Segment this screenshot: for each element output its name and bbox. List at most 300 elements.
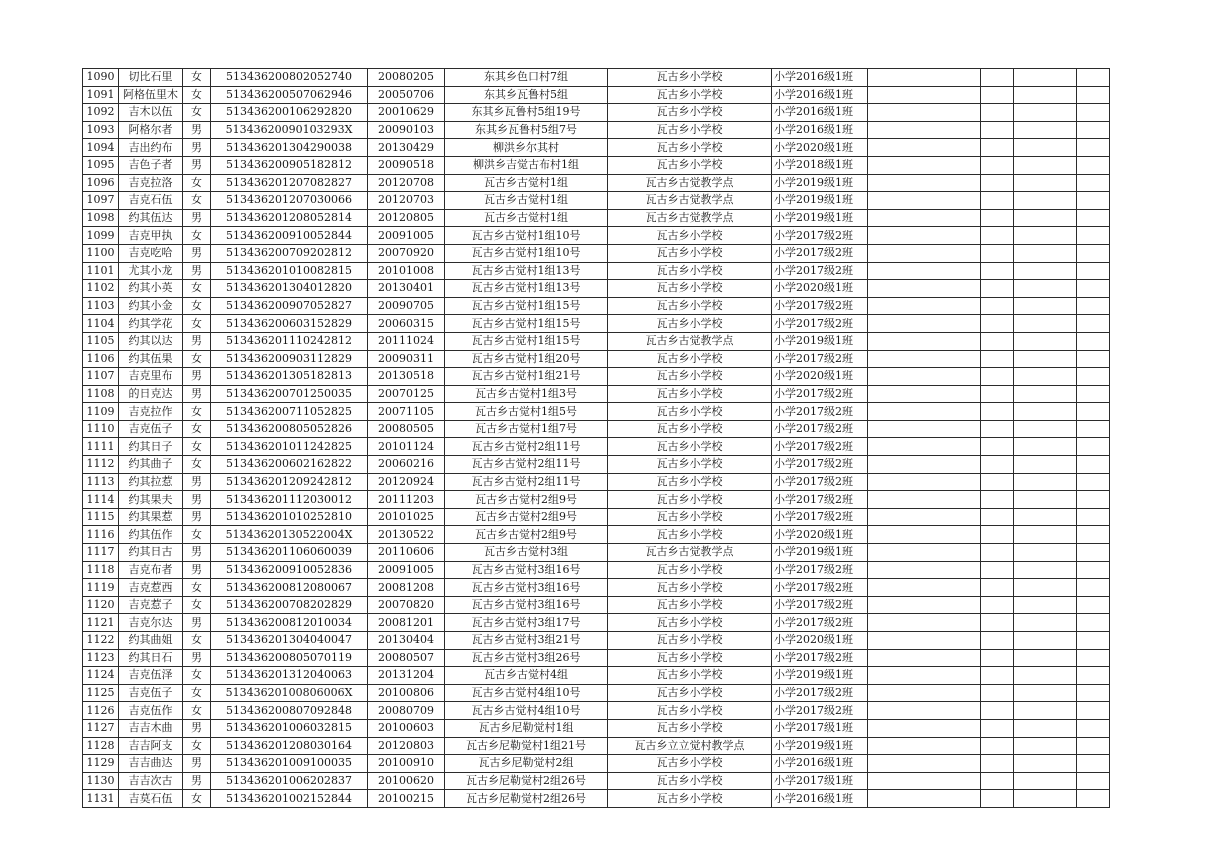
- id-number-cell: 513436200910052836: [211, 561, 368, 579]
- id-number-cell: 51343620100806006X: [211, 684, 368, 702]
- school-cell: 瓦古乡小学校: [608, 579, 772, 597]
- empty-cell: [981, 719, 1014, 737]
- empty-cell: [981, 438, 1014, 456]
- id-number-cell: 513436200711052825: [211, 403, 368, 421]
- student-name-cell: 约其日古: [119, 544, 183, 562]
- address-cell: 瓦古乡古觉村3组17号: [445, 614, 608, 632]
- row-number-cell: 1118: [83, 561, 119, 579]
- school-cell: 瓦古乡小学校: [608, 667, 772, 685]
- table-row: [83, 614, 1110, 632]
- empty-cell: [1014, 702, 1077, 720]
- student-name-cell: 约其学花: [119, 315, 183, 333]
- school-cell: 瓦古乡小学校: [608, 526, 772, 544]
- school-cell: 瓦古乡小学校: [608, 368, 772, 386]
- birth-date-cell: 20130518: [368, 368, 445, 386]
- row-number-cell: 1099: [83, 227, 119, 245]
- birth-date-cell: 20101008: [368, 262, 445, 280]
- table-row: [83, 719, 1110, 737]
- empty-cell: [1077, 192, 1110, 210]
- table-row: [83, 69, 1110, 87]
- student-name-cell: 约其伍作: [119, 526, 183, 544]
- gender-cell: 男: [183, 139, 211, 157]
- gender-cell: 女: [183, 297, 211, 315]
- birth-date-cell: 20091005: [368, 227, 445, 245]
- student-name-cell: 约其伍果: [119, 350, 183, 368]
- table-row: [83, 121, 1110, 139]
- school-cell: 瓦古乡小学校: [608, 121, 772, 139]
- student-name-cell: 吉出约布: [119, 139, 183, 157]
- row-number-cell: 1110: [83, 420, 119, 438]
- birth-date-cell: 20080505: [368, 420, 445, 438]
- id-number-cell: 513436200603152829: [211, 315, 368, 333]
- address-cell: 柳洪乡吉觉古布村1组: [445, 156, 608, 174]
- table-row: [83, 456, 1110, 474]
- empty-cell: [1014, 121, 1077, 139]
- gender-cell: 男: [183, 719, 211, 737]
- id-number-cell: 513436201304012820: [211, 280, 368, 298]
- empty-cell: [1014, 420, 1077, 438]
- class-cell: 小学2017级2班: [772, 473, 868, 491]
- id-number-cell: 513436201207030066: [211, 192, 368, 210]
- address-cell: 瓦古乡古觉村2组11号: [445, 456, 608, 474]
- empty-cell: [1014, 385, 1077, 403]
- class-cell: 小学2017级1班: [772, 772, 868, 790]
- empty-cell: [1014, 174, 1077, 192]
- table-row: [83, 174, 1110, 192]
- empty-cell: [981, 86, 1014, 104]
- table-row: [83, 368, 1110, 386]
- id-number-cell: 513436201002152844: [211, 790, 368, 808]
- empty-cell: [1077, 332, 1110, 350]
- address-cell: 瓦古乡古觉村1组7号: [445, 420, 608, 438]
- id-number-cell: 513436200709202812: [211, 244, 368, 262]
- birth-date-cell: 20080507: [368, 649, 445, 667]
- birth-date-cell: 20100910: [368, 755, 445, 773]
- class-cell: 小学2019级1班: [772, 192, 868, 210]
- school-cell: 瓦古乡小学校: [608, 456, 772, 474]
- class-cell: 小学2017级2班: [772, 315, 868, 333]
- row-number-cell: 1116: [83, 526, 119, 544]
- id-number-cell: 513436200907052827: [211, 297, 368, 315]
- empty-cell: [981, 69, 1014, 87]
- address-cell: 瓦古乡古觉村2组11号: [445, 438, 608, 456]
- gender-cell: 女: [183, 227, 211, 245]
- empty-cell: [981, 737, 1014, 755]
- empty-cell: [868, 702, 981, 720]
- student-name-cell: 吉克伍子: [119, 684, 183, 702]
- gender-cell: 女: [183, 315, 211, 333]
- table-row: [83, 561, 1110, 579]
- class-cell: 小学2019级1班: [772, 737, 868, 755]
- id-number-cell: 513436200910052844: [211, 227, 368, 245]
- school-cell: 瓦古乡小学校: [608, 772, 772, 790]
- table-row: [83, 227, 1110, 245]
- address-cell: 瓦古乡古觉村4组: [445, 667, 608, 685]
- address-cell: 柳洪乡尔其村: [445, 139, 608, 157]
- birth-date-cell: 20060315: [368, 315, 445, 333]
- table-row: [83, 772, 1110, 790]
- table-row: [83, 139, 1110, 157]
- table-row: [83, 544, 1110, 562]
- school-cell: 瓦古乡小学校: [608, 227, 772, 245]
- empty-cell: [1014, 667, 1077, 685]
- empty-cell: [868, 684, 981, 702]
- row-number-cell: 1119: [83, 579, 119, 597]
- row-number-cell: 1096: [83, 174, 119, 192]
- address-cell: 瓦古乡古觉村1组13号: [445, 262, 608, 280]
- address-cell: 瓦古乡尼勒觉村1组: [445, 719, 608, 737]
- class-cell: 小学2017级2班: [772, 649, 868, 667]
- empty-cell: [981, 244, 1014, 262]
- class-cell: 小学2017级2班: [772, 438, 868, 456]
- empty-cell: [868, 491, 981, 509]
- address-cell: 瓦古乡尼勒觉村1组21号: [445, 737, 608, 755]
- row-number-cell: 1103: [83, 297, 119, 315]
- row-number-cell: 1111: [83, 438, 119, 456]
- school-cell: 瓦古乡小学校: [608, 156, 772, 174]
- table-row: [83, 385, 1110, 403]
- address-cell: 瓦古乡古觉村1组13号: [445, 280, 608, 298]
- empty-cell: [868, 156, 981, 174]
- empty-cell: [981, 508, 1014, 526]
- empty-cell: [1014, 350, 1077, 368]
- empty-cell: [868, 526, 981, 544]
- row-number-cell: 1127: [83, 719, 119, 737]
- empty-cell: [1077, 86, 1110, 104]
- gender-cell: 女: [183, 596, 211, 614]
- birth-date-cell: 20070920: [368, 244, 445, 262]
- school-cell: 瓦古乡小学校: [608, 438, 772, 456]
- address-cell: 瓦古乡古觉村1组15号: [445, 297, 608, 315]
- school-cell: 瓦古乡古觉教学点: [608, 332, 772, 350]
- birth-date-cell: 20080709: [368, 702, 445, 720]
- birth-date-cell: 20120924: [368, 473, 445, 491]
- school-cell: 瓦古乡古觉教学点: [608, 192, 772, 210]
- address-cell: 瓦古乡古觉村1组20号: [445, 350, 608, 368]
- gender-cell: 女: [183, 737, 211, 755]
- empty-cell: [981, 262, 1014, 280]
- student-roster-table: [82, 68, 1110, 808]
- empty-cell: [1077, 561, 1110, 579]
- address-cell: 瓦古乡古觉村4组10号: [445, 702, 608, 720]
- empty-cell: [1077, 403, 1110, 421]
- table-row: [83, 596, 1110, 614]
- row-number-cell: 1095: [83, 156, 119, 174]
- empty-cell: [1014, 192, 1077, 210]
- empty-cell: [1077, 139, 1110, 157]
- class-cell: 小学2017级2班: [772, 244, 868, 262]
- table-row: [83, 420, 1110, 438]
- empty-cell: [1077, 350, 1110, 368]
- student-name-cell: 吉色子者: [119, 156, 183, 174]
- class-cell: 小学2017级2班: [772, 297, 868, 315]
- empty-cell: [1077, 544, 1110, 562]
- birth-date-cell: 20091005: [368, 561, 445, 579]
- student-name-cell: 吉吉阿支: [119, 737, 183, 755]
- empty-cell: [1077, 456, 1110, 474]
- empty-cell: [868, 737, 981, 755]
- school-cell: 瓦古乡小学校: [608, 684, 772, 702]
- student-name-cell: 吉克布者: [119, 561, 183, 579]
- row-number-cell: 1107: [83, 368, 119, 386]
- address-cell: 瓦古乡古觉村1组10号: [445, 227, 608, 245]
- empty-cell: [981, 790, 1014, 808]
- empty-cell: [1077, 491, 1110, 509]
- address-cell: 瓦古乡古觉村2组9号: [445, 526, 608, 544]
- student-name-cell: 吉克拉作: [119, 403, 183, 421]
- address-cell: 瓦古乡古觉村3组21号: [445, 632, 608, 650]
- class-cell: 小学2020级1班: [772, 632, 868, 650]
- school-cell: 瓦古乡小学校: [608, 139, 772, 157]
- empty-cell: [981, 702, 1014, 720]
- school-cell: 瓦古乡古觉教学点: [608, 174, 772, 192]
- empty-cell: [868, 368, 981, 386]
- empty-cell: [981, 649, 1014, 667]
- empty-cell: [1077, 227, 1110, 245]
- empty-cell: [868, 632, 981, 650]
- row-number-cell: 1112: [83, 456, 119, 474]
- empty-cell: [1077, 790, 1110, 808]
- empty-cell: [981, 297, 1014, 315]
- birth-date-cell: 20120803: [368, 737, 445, 755]
- class-cell: 小学2017级2班: [772, 491, 868, 509]
- empty-cell: [1014, 649, 1077, 667]
- table-row: [83, 702, 1110, 720]
- table-row: [83, 403, 1110, 421]
- student-name-cell: 吉莫石伍: [119, 790, 183, 808]
- gender-cell: 男: [183, 244, 211, 262]
- birth-date-cell: 20111203: [368, 491, 445, 509]
- school-cell: 瓦古乡小学校: [608, 280, 772, 298]
- address-cell: 瓦古乡古觉村4组10号: [445, 684, 608, 702]
- id-number-cell: 513436201209242812: [211, 473, 368, 491]
- student-name-cell: 切比石里: [119, 69, 183, 87]
- school-cell: 瓦古乡小学校: [608, 790, 772, 808]
- id-number-cell: 513436201010252810: [211, 508, 368, 526]
- empty-cell: [981, 121, 1014, 139]
- empty-cell: [1077, 420, 1110, 438]
- id-number-cell: 513436201112030012: [211, 491, 368, 509]
- birth-date-cell: 20101025: [368, 508, 445, 526]
- student-name-cell: 尤其小龙: [119, 262, 183, 280]
- empty-cell: [981, 473, 1014, 491]
- empty-cell: [868, 227, 981, 245]
- empty-cell: [1077, 385, 1110, 403]
- empty-cell: [1014, 368, 1077, 386]
- id-number-cell: 51343620090103293X: [211, 121, 368, 139]
- row-number-cell: 1101: [83, 262, 119, 280]
- id-number-cell: 513436200106292820: [211, 104, 368, 122]
- school-cell: 瓦古乡小学校: [608, 596, 772, 614]
- gender-cell: 女: [183, 104, 211, 122]
- gender-cell: 男: [183, 614, 211, 632]
- birth-date-cell: 20081208: [368, 579, 445, 597]
- empty-cell: [981, 420, 1014, 438]
- table-row: [83, 244, 1110, 262]
- empty-cell: [868, 420, 981, 438]
- class-cell: 小学2017级2班: [772, 561, 868, 579]
- gender-cell: 女: [183, 69, 211, 87]
- gender-cell: 男: [183, 385, 211, 403]
- student-name-cell: 约其小英: [119, 280, 183, 298]
- class-cell: 小学2017级2班: [772, 684, 868, 702]
- row-number-cell: 1117: [83, 544, 119, 562]
- empty-cell: [981, 174, 1014, 192]
- school-cell: 瓦古乡古觉教学点: [608, 544, 772, 562]
- id-number-cell: 513436201304290038: [211, 139, 368, 157]
- row-number-cell: 1108: [83, 385, 119, 403]
- table-row: [83, 473, 1110, 491]
- class-cell: 小学2016级1班: [772, 69, 868, 87]
- class-cell: 小学2017级2班: [772, 508, 868, 526]
- empty-cell: [868, 561, 981, 579]
- class-cell: 小学2020级1班: [772, 368, 868, 386]
- id-number-cell: 513436201207082827: [211, 174, 368, 192]
- school-cell: 瓦古乡小学校: [608, 614, 772, 632]
- empty-cell: [1014, 244, 1077, 262]
- empty-cell: [1077, 174, 1110, 192]
- class-cell: 小学2017级1班: [772, 719, 868, 737]
- birth-date-cell: 20010629: [368, 104, 445, 122]
- empty-cell: [1014, 69, 1077, 87]
- table-row: [83, 579, 1110, 597]
- table-row: [83, 262, 1110, 280]
- empty-cell: [1077, 262, 1110, 280]
- id-number-cell: 513436200805052826: [211, 420, 368, 438]
- school-cell: 瓦古乡小学校: [608, 86, 772, 104]
- empty-cell: [1077, 684, 1110, 702]
- empty-cell: [981, 755, 1014, 773]
- birth-date-cell: 20071105: [368, 403, 445, 421]
- roster-body: [83, 69, 1110, 808]
- empty-cell: [1014, 86, 1077, 104]
- id-number-cell: 513436200602162822: [211, 456, 368, 474]
- class-cell: 小学2020级1班: [772, 280, 868, 298]
- id-number-cell: 513436201009100035: [211, 755, 368, 773]
- empty-cell: [1014, 508, 1077, 526]
- table-row: [83, 332, 1110, 350]
- id-number-cell: 513436200812010034: [211, 614, 368, 632]
- empty-cell: [1077, 438, 1110, 456]
- row-number-cell: 1121: [83, 614, 119, 632]
- gender-cell: 男: [183, 368, 211, 386]
- student-name-cell: 吉克伍作: [119, 702, 183, 720]
- gender-cell: 女: [183, 790, 211, 808]
- student-name-cell: 阿格尔者: [119, 121, 183, 139]
- empty-cell: [1014, 332, 1077, 350]
- empty-cell: [981, 403, 1014, 421]
- birth-date-cell: 20100620: [368, 772, 445, 790]
- address-cell: 瓦古乡古觉村1组3号: [445, 385, 608, 403]
- gender-cell: 女: [183, 86, 211, 104]
- row-number-cell: 1124: [83, 667, 119, 685]
- table-row: [83, 86, 1110, 104]
- empty-cell: [868, 209, 981, 227]
- birth-date-cell: 20080205: [368, 69, 445, 87]
- empty-cell: [868, 385, 981, 403]
- school-cell: 瓦古乡小学校: [608, 649, 772, 667]
- address-cell: 瓦古乡古觉村2组11号: [445, 473, 608, 491]
- row-number-cell: 1093: [83, 121, 119, 139]
- school-cell: 瓦古乡小学校: [608, 508, 772, 526]
- row-number-cell: 1106: [83, 350, 119, 368]
- class-cell: 小学2016级1班: [772, 790, 868, 808]
- school-cell: 瓦古乡小学校: [608, 350, 772, 368]
- school-cell: 瓦古乡小学校: [608, 632, 772, 650]
- empty-cell: [1077, 368, 1110, 386]
- empty-cell: [868, 649, 981, 667]
- gender-cell: 女: [183, 632, 211, 650]
- id-number-cell: 513436200802052740: [211, 69, 368, 87]
- student-name-cell: 的日克达: [119, 385, 183, 403]
- empty-cell: [981, 139, 1014, 157]
- empty-cell: [868, 667, 981, 685]
- id-number-cell: 513436201106060039: [211, 544, 368, 562]
- birth-date-cell: 20110606: [368, 544, 445, 562]
- empty-cell: [981, 526, 1014, 544]
- birth-date-cell: 20131204: [368, 667, 445, 685]
- address-cell: 瓦古乡古觉村1组21号: [445, 368, 608, 386]
- row-number-cell: 1129: [83, 755, 119, 773]
- school-cell: 瓦古乡小学校: [608, 420, 772, 438]
- empty-cell: [981, 596, 1014, 614]
- gender-cell: 女: [183, 350, 211, 368]
- empty-cell: [1014, 596, 1077, 614]
- empty-cell: [868, 192, 981, 210]
- class-cell: 小学2019级1班: [772, 667, 868, 685]
- row-number-cell: 1102: [83, 280, 119, 298]
- table-row: [83, 104, 1110, 122]
- empty-cell: [1014, 772, 1077, 790]
- empty-cell: [981, 227, 1014, 245]
- empty-cell: [1014, 438, 1077, 456]
- empty-cell: [981, 350, 1014, 368]
- student-name-cell: 吉克惹西: [119, 579, 183, 597]
- row-number-cell: 1126: [83, 702, 119, 720]
- birth-date-cell: 20100806: [368, 684, 445, 702]
- empty-cell: [868, 403, 981, 421]
- empty-cell: [868, 262, 981, 280]
- row-number-cell: 1109: [83, 403, 119, 421]
- school-cell: 瓦古乡小学校: [608, 702, 772, 720]
- school-cell: 瓦古乡古觉教学点: [608, 209, 772, 227]
- gender-cell: 女: [183, 702, 211, 720]
- school-cell: 瓦古乡小学校: [608, 491, 772, 509]
- address-cell: 东其乡瓦鲁村5组7号: [445, 121, 608, 139]
- table-row: [83, 737, 1110, 755]
- row-number-cell: 1130: [83, 772, 119, 790]
- empty-cell: [868, 755, 981, 773]
- gender-cell: 男: [183, 262, 211, 280]
- id-number-cell: 513436200903112829: [211, 350, 368, 368]
- empty-cell: [1014, 156, 1077, 174]
- empty-cell: [1014, 280, 1077, 298]
- empty-cell: [868, 456, 981, 474]
- id-number-cell: 513436201305182813: [211, 368, 368, 386]
- table-row: [83, 684, 1110, 702]
- class-cell: 小学2019级1班: [772, 174, 868, 192]
- student-name-cell: 吉克伍泽: [119, 667, 183, 685]
- empty-cell: [981, 772, 1014, 790]
- student-name-cell: 吉克尔达: [119, 614, 183, 632]
- row-number-cell: 1090: [83, 69, 119, 87]
- empty-cell: [1014, 632, 1077, 650]
- empty-cell: [1077, 508, 1110, 526]
- empty-cell: [1077, 649, 1110, 667]
- empty-cell: [1014, 315, 1077, 333]
- row-number-cell: 1097: [83, 192, 119, 210]
- table-row: [83, 790, 1110, 808]
